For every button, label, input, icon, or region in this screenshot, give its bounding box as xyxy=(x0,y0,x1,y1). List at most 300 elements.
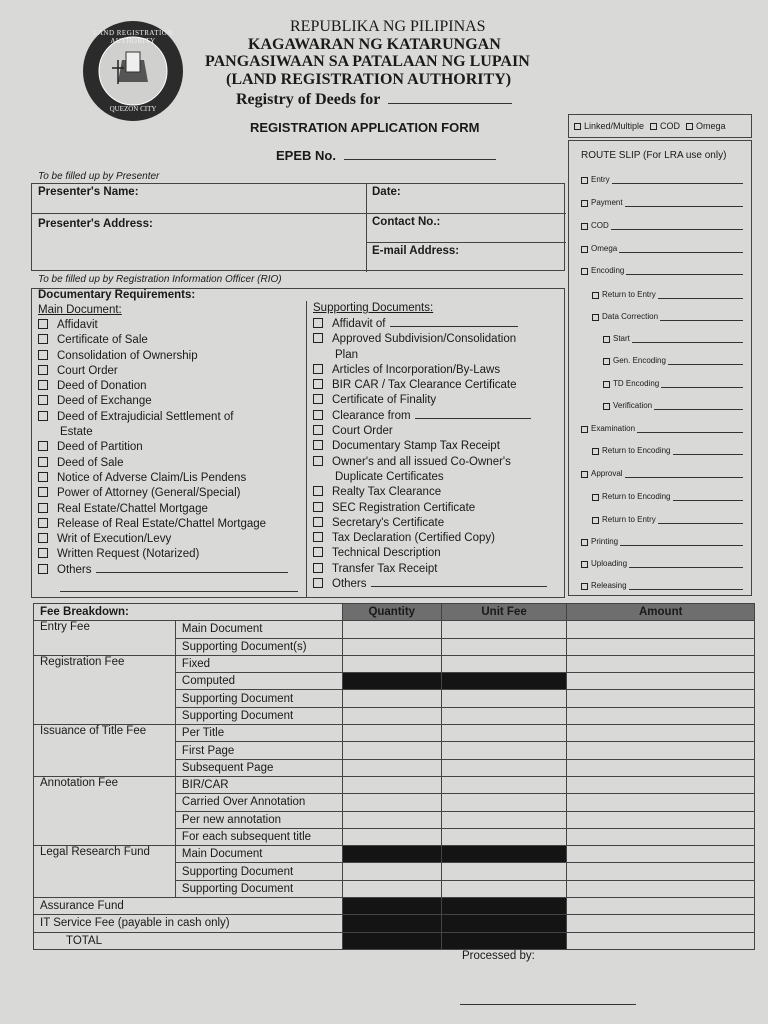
checkbox-icon xyxy=(38,548,48,558)
req-label: Power of Attorney (General/Special) xyxy=(57,487,241,500)
presenter-box xyxy=(31,183,565,271)
route-line xyxy=(629,582,743,590)
sup-technical-description[interactable] xyxy=(313,546,547,561)
amount-cell[interactable] xyxy=(567,794,755,811)
route-label: Gen. Encoding xyxy=(613,356,666,365)
seal-text-bottom: QUEZON CITY xyxy=(109,105,157,113)
blocked-cell xyxy=(342,846,441,863)
route-line xyxy=(612,176,743,184)
checkbox-icon xyxy=(603,336,610,343)
req-label: Deed of Donation xyxy=(57,380,147,393)
supporting-documents-title: Supporting Documents: xyxy=(313,302,434,314)
sup-realty-tax[interactable] xyxy=(313,485,547,500)
checkbox-icon xyxy=(603,381,610,388)
sup-others-field[interactable] xyxy=(371,586,547,587)
route-label: Return to Entry xyxy=(602,290,656,299)
sup-owners-duplicate-cont: Duplicate Certificates xyxy=(335,470,444,483)
checkbox-icon xyxy=(38,334,48,344)
req-label: Technical Description xyxy=(332,547,441,560)
checkbox-icon xyxy=(581,471,588,478)
req-label: Court Order xyxy=(332,425,393,438)
checkbox-icon xyxy=(38,518,48,528)
route-label: Start xyxy=(613,334,630,343)
checkbox-icon xyxy=(686,123,693,130)
amount-cell[interactable] xyxy=(567,915,755,932)
checkbox-icon xyxy=(313,318,323,328)
checkbox-icon xyxy=(313,410,323,420)
amount-cell[interactable] xyxy=(567,742,755,759)
route-label: Return to Encoding xyxy=(602,492,671,501)
req-label: Others xyxy=(332,578,367,591)
route-slip-title: ROUTE SLIP (For LRA use only) xyxy=(581,150,727,161)
processed-by-signature-line[interactable] xyxy=(460,1004,636,1005)
quantity-cell[interactable] xyxy=(342,725,441,742)
route-label: Data Correction xyxy=(602,312,659,321)
main-document-list xyxy=(38,318,298,592)
checkbox-icon xyxy=(38,350,48,360)
option-cod[interactable] xyxy=(650,121,680,131)
unit-fee-cell[interactable] xyxy=(441,794,567,811)
unit-fee-cell[interactable] xyxy=(441,776,567,793)
req-written-request[interactable] xyxy=(38,547,298,562)
route-return-to-encoding[interactable] xyxy=(592,446,743,455)
sup-owners-duplicate[interactable] xyxy=(313,455,547,470)
quantity-cell[interactable] xyxy=(342,880,441,897)
checkbox-icon xyxy=(603,358,610,365)
req-label: Transfer Tax Receipt xyxy=(332,562,438,575)
route-label: Verification xyxy=(613,401,653,410)
sup-dst-receipt[interactable] xyxy=(313,439,547,454)
route-label: Omega xyxy=(591,244,618,253)
req-label: Realty Tax Clearance xyxy=(332,486,442,499)
quantity-cell[interactable] xyxy=(342,759,441,776)
req-affidavit[interactable] xyxy=(38,318,298,333)
checkbox-icon xyxy=(38,457,48,467)
sup-articles[interactable] xyxy=(313,363,547,378)
req-label: Tax Declaration (Certified Copy) xyxy=(332,532,495,545)
others-field[interactable] xyxy=(96,572,288,573)
req-label: Others xyxy=(57,563,92,576)
route-encoding[interactable] xyxy=(581,266,743,275)
fee-item: Per new annotation xyxy=(175,811,342,828)
quantity-cell[interactable] xyxy=(342,707,441,724)
route-entry[interactable] xyxy=(581,175,743,184)
req-deed-of-exchange[interactable] xyxy=(38,394,298,409)
checkbox-icon xyxy=(313,547,323,557)
sup-affidavit-of[interactable] xyxy=(313,317,547,332)
header-line-1: REPUBLIKA NG PILIPINAS xyxy=(290,18,486,35)
checkbox-icon xyxy=(592,494,599,501)
rio-note: To be filled up by Registration Information Officer (RIO) xyxy=(38,274,282,285)
route-verification[interactable] xyxy=(603,401,743,410)
quantity-cell[interactable] xyxy=(342,811,441,828)
epeb-field[interactable] xyxy=(344,159,496,160)
checkbox-icon xyxy=(313,486,323,496)
checkbox-icon xyxy=(581,177,588,184)
supporting-documents-list xyxy=(313,317,547,592)
it-service-fee-label: IT Service Fee (payable in cash only) xyxy=(34,915,343,932)
blocked-cell xyxy=(342,898,441,915)
annotation-fee-label: Annotation Fee xyxy=(34,776,176,845)
checkbox-icon xyxy=(313,517,323,527)
checkbox-icon xyxy=(581,583,588,590)
route-gen-encoding[interactable] xyxy=(603,356,743,365)
req-label: Affidavit of xyxy=(332,318,386,330)
assurance-fund-label: Assurance Fund xyxy=(34,898,343,915)
amount-cell[interactable] xyxy=(567,690,755,707)
unit-fee-cell[interactable] xyxy=(441,655,567,672)
blocked-cell xyxy=(441,898,567,915)
checkbox-icon xyxy=(581,561,588,568)
amount-cell[interactable] xyxy=(567,898,755,915)
checkbox-icon xyxy=(581,223,588,230)
checkbox-icon xyxy=(313,440,323,450)
unit-fee-cell[interactable] xyxy=(441,759,567,776)
fee-item: Computed xyxy=(175,673,342,690)
route-return-to-encoding-2[interactable] xyxy=(592,492,743,501)
presenter-divider-h1 xyxy=(32,213,566,214)
checkbox-icon xyxy=(38,564,48,574)
checkbox-icon xyxy=(38,365,48,375)
sup-clearance[interactable] xyxy=(313,409,547,424)
table-row xyxy=(34,621,755,638)
route-line xyxy=(660,313,743,321)
title-fee-label: Issuance of Title Fee xyxy=(34,725,176,777)
checkbox-icon xyxy=(38,533,48,543)
checkbox-icon xyxy=(38,380,48,390)
unit-fee-cell[interactable] xyxy=(441,725,567,742)
checkbox-icon xyxy=(38,472,48,482)
route-label: Return to Entry xyxy=(602,515,656,524)
req-label: Owner's and all issued Co-Owner's xyxy=(332,455,511,468)
req-adverse-claim[interactable] xyxy=(38,471,298,486)
route-return-to-entry[interactable] xyxy=(592,290,743,299)
total-label: TOTAL xyxy=(34,932,343,949)
fee-item: Supporting Document xyxy=(175,707,342,724)
registry-of-deeds-label xyxy=(236,91,512,109)
req-label: Release of Real Estate/Chattel Mortgage xyxy=(57,517,267,530)
route-label: Examination xyxy=(591,424,636,433)
unit-fee-header: Unit Fee xyxy=(441,604,567,621)
sup-bir-car[interactable] xyxy=(313,378,547,393)
route-omega[interactable] xyxy=(581,244,743,253)
route-approval[interactable] xyxy=(581,469,743,478)
route-line xyxy=(619,245,743,253)
quantity-cell[interactable] xyxy=(342,828,441,845)
req-others[interactable] xyxy=(38,563,298,578)
linkage-options xyxy=(568,114,752,138)
others-field-line[interactable] xyxy=(60,578,298,592)
sup-sec-registration[interactable] xyxy=(313,501,547,516)
route-label: Return to Encoding xyxy=(602,446,671,455)
checkbox-icon xyxy=(38,503,48,513)
fee-item: For each subsequent title xyxy=(175,828,342,845)
unit-fee-cell[interactable] xyxy=(441,690,567,707)
req-label: Affidavit xyxy=(57,319,98,331)
checkbox-icon xyxy=(592,448,599,455)
route-data-correction[interactable] xyxy=(592,312,743,321)
form-title: REGISTRATION APPLICATION FORM xyxy=(250,120,480,135)
amount-cell[interactable] xyxy=(567,811,755,828)
sup-others[interactable] xyxy=(313,577,547,592)
blocked-cell xyxy=(441,915,567,932)
amount-cell[interactable] xyxy=(567,828,755,845)
registration-fee-label: Registration Fee xyxy=(34,655,176,724)
route-line xyxy=(625,470,743,478)
req-label: Deed of Exchange xyxy=(57,395,152,408)
route-payment[interactable] xyxy=(581,198,743,207)
fee-item: Carried Over Annotation xyxy=(175,794,342,811)
checkbox-icon xyxy=(313,502,323,512)
route-start[interactable] xyxy=(603,334,743,343)
table-row xyxy=(34,846,755,863)
route-label: Encoding xyxy=(591,266,625,275)
route-line xyxy=(668,357,743,365)
route-line xyxy=(625,199,743,207)
route-line xyxy=(620,538,743,546)
sup-court-order[interactable] xyxy=(313,424,547,439)
unit-fee-cell[interactable] xyxy=(441,863,567,880)
amount-cell[interactable] xyxy=(567,655,755,672)
fee-item: Supporting Document xyxy=(175,690,342,707)
amount-cell[interactable] xyxy=(567,638,755,655)
req-label: Real Estate/Chattel Mortgage xyxy=(57,502,208,515)
req-deed-of-sale[interactable] xyxy=(38,456,298,471)
route-label: Payment xyxy=(591,198,623,207)
req-extrajudicial-cont: Estate xyxy=(60,426,93,439)
header-line-4: (LAND REGISTRATION AUTHORITY) xyxy=(226,71,512,88)
fee-item: Main Document xyxy=(175,846,342,863)
req-label: Deed of Sale xyxy=(57,456,124,469)
route-line xyxy=(632,335,743,343)
quantity-cell[interactable] xyxy=(342,638,441,655)
route-line xyxy=(658,516,743,524)
checkbox-icon xyxy=(603,403,610,410)
blocked-cell xyxy=(342,673,441,690)
req-deed-of-partition[interactable] xyxy=(38,440,298,455)
checkbox-icon xyxy=(581,539,588,546)
req-writ[interactable] xyxy=(38,532,298,547)
unit-fee-cell[interactable] xyxy=(441,638,567,655)
checkbox-icon xyxy=(581,246,588,253)
route-line xyxy=(626,267,743,275)
option-label: COD xyxy=(660,121,681,131)
req-deed-of-donation[interactable] xyxy=(38,379,298,394)
entry-fee-label: Entry Fee xyxy=(34,621,176,656)
route-line xyxy=(611,222,743,230)
header-line-2: KAGAWARAN NG KATARUNGAN xyxy=(248,36,501,53)
amount-cell[interactable] xyxy=(567,673,755,690)
requirements-divider xyxy=(306,301,307,597)
fee-item: BIR/CAR xyxy=(175,776,342,793)
checkbox-icon xyxy=(581,200,588,207)
checkbox-icon xyxy=(313,394,323,404)
req-label: SEC Registration Certificate xyxy=(332,501,476,514)
route-printing[interactable] xyxy=(581,537,743,546)
quantity-cell[interactable] xyxy=(342,863,441,880)
req-power-of-attorney[interactable] xyxy=(38,486,298,501)
fee-breakdown-table xyxy=(33,603,755,950)
req-label: Consolidation of Ownership xyxy=(57,349,198,362)
presenter-divider-h2 xyxy=(366,242,566,243)
amount-header: Amount xyxy=(567,604,755,621)
checkbox-icon xyxy=(38,441,48,451)
route-cod[interactable] xyxy=(581,221,743,230)
registry-field[interactable] xyxy=(388,103,512,104)
unit-fee-cell[interactable] xyxy=(441,742,567,759)
epeb-label: EPEB No. xyxy=(276,148,336,163)
lra-seal xyxy=(82,20,184,122)
checkbox-icon xyxy=(581,268,588,275)
amount-cell[interactable] xyxy=(567,863,755,880)
main-document-title: Main Document: xyxy=(38,304,122,316)
route-line xyxy=(654,402,743,410)
route-line xyxy=(673,447,744,455)
fee-item: Supporting Document xyxy=(175,863,342,880)
checkbox-icon xyxy=(313,364,323,374)
sup-transfer-tax[interactable] xyxy=(313,562,547,577)
presenter-note: To be filled up by Presenter xyxy=(38,171,160,182)
contact-field[interactable]: Contact No.: xyxy=(372,216,441,228)
blocked-cell xyxy=(342,915,441,932)
header-line-3: PANGASIWAAN SA PATALAAN NG LUPAIN xyxy=(205,53,530,70)
route-label: Approval xyxy=(591,469,623,478)
quantity-cell[interactable] xyxy=(342,655,441,672)
table-row xyxy=(34,915,755,932)
req-label: Articles of Incorporation/By-Laws xyxy=(332,363,501,376)
unit-fee-cell[interactable] xyxy=(441,707,567,724)
fee-item: Fixed xyxy=(175,655,342,672)
checkbox-icon xyxy=(650,123,657,130)
table-row xyxy=(34,898,755,915)
req-label: Documentary Stamp Tax Receipt xyxy=(332,440,500,453)
sup-finality[interactable] xyxy=(313,393,547,408)
checkbox-icon xyxy=(38,395,48,405)
quantity-cell[interactable] xyxy=(342,742,441,759)
fee-item: First Page xyxy=(175,742,342,759)
sup-secretary-cert[interactable] xyxy=(313,516,547,531)
email-field[interactable]: E-mail Address: xyxy=(372,245,460,257)
option-label: Omega xyxy=(696,121,726,131)
checkbox-icon xyxy=(313,333,323,343)
blocked-cell xyxy=(441,673,567,690)
route-line xyxy=(658,291,743,299)
sup-subdivision-cont: Plan xyxy=(335,348,359,361)
route-label: Printing xyxy=(591,537,619,546)
req-label: Deed of Partition xyxy=(57,441,143,454)
table-row xyxy=(34,725,755,742)
req-label: Secretary's Certificate xyxy=(332,516,445,529)
amount-cell[interactable] xyxy=(567,725,755,742)
epeb-number xyxy=(276,148,496,163)
legal-research-fund-label: Legal Research Fund xyxy=(34,846,176,898)
unit-fee-cell[interactable] xyxy=(441,621,567,638)
affidavit-of-field[interactable] xyxy=(390,326,518,327)
route-examination[interactable] xyxy=(581,424,743,433)
checkbox-icon xyxy=(592,292,599,299)
clearance-field[interactable] xyxy=(415,418,531,419)
checkbox-icon xyxy=(38,411,48,421)
checkbox-icon xyxy=(581,426,588,433)
checkbox-icon xyxy=(313,563,323,573)
route-label: COD xyxy=(591,221,609,230)
req-mortgage[interactable] xyxy=(38,502,298,517)
route-slip xyxy=(568,140,752,596)
quantity-cell[interactable] xyxy=(342,794,441,811)
req-label: Notice of Adverse Claim/Lis Pendens xyxy=(57,471,247,484)
sup-subdivision[interactable] xyxy=(313,332,547,347)
presenter-divider-v xyxy=(366,184,367,272)
fee-item: Supporting Document(s) xyxy=(175,638,342,655)
amount-cell[interactable] xyxy=(567,621,755,638)
route-line xyxy=(661,380,743,388)
checkbox-icon xyxy=(313,456,323,466)
unit-fee-cell[interactable] xyxy=(441,828,567,845)
req-label: Clearance from xyxy=(332,409,411,422)
requirements-title: Documentary Requirements: xyxy=(38,289,196,301)
blocked-cell xyxy=(441,932,567,949)
checkbox-icon xyxy=(313,425,323,435)
option-omega[interactable] xyxy=(686,121,726,131)
req-court-order[interactable] xyxy=(38,364,298,379)
req-label: Approved Subdivision/Consolidation xyxy=(332,333,517,346)
route-return-to-entry-2[interactable] xyxy=(592,515,743,524)
fee-item: Main Document xyxy=(175,621,342,638)
checkbox-icon xyxy=(38,487,48,497)
checkbox-icon xyxy=(313,379,323,389)
amount-cell[interactable] xyxy=(567,776,755,793)
amount-cell[interactable] xyxy=(567,759,755,776)
quantity-header: Quantity xyxy=(342,604,441,621)
fee-item: Subsequent Page xyxy=(175,759,342,776)
quantity-cell[interactable] xyxy=(342,621,441,638)
quantity-cell[interactable] xyxy=(342,690,441,707)
presenter-name-field[interactable]: Presenter's Name: xyxy=(38,186,139,198)
presenter-address-field[interactable]: Presenter's Address: xyxy=(38,218,153,230)
amount-cell[interactable] xyxy=(567,707,755,724)
amount-cell[interactable] xyxy=(567,846,755,863)
route-label: Entry xyxy=(591,175,610,184)
option-linked[interactable] xyxy=(574,121,644,131)
table-row xyxy=(34,776,755,793)
amount-cell[interactable] xyxy=(567,880,755,897)
total-amount-cell[interactable] xyxy=(567,932,755,949)
req-label: Court Order xyxy=(57,364,118,377)
option-label: Linked/Multiple xyxy=(584,121,645,131)
sup-tax-declaration[interactable] xyxy=(313,531,547,546)
unit-fee-cell[interactable] xyxy=(441,880,567,897)
route-label: Releasing xyxy=(591,581,627,590)
checkbox-icon xyxy=(592,517,599,524)
route-line xyxy=(637,425,743,433)
req-extrajudicial[interactable] xyxy=(38,410,298,425)
checkbox-icon xyxy=(313,578,323,588)
req-consolidation[interactable] xyxy=(38,349,298,364)
quantity-cell[interactable] xyxy=(342,776,441,793)
unit-fee-cell[interactable] xyxy=(441,811,567,828)
req-certificate-of-sale[interactable] xyxy=(38,333,298,348)
date-field[interactable]: Date: xyxy=(372,186,401,198)
fee-item: Per Title xyxy=(175,725,342,742)
route-uploading[interactable] xyxy=(581,559,743,568)
req-release-mortgage[interactable] xyxy=(38,517,298,532)
seal-text-top: LAND REGISTRATION AUTHORITY xyxy=(93,29,173,45)
route-releasing[interactable] xyxy=(581,581,743,590)
req-label: Deed of Extrajudicial Settlement of xyxy=(57,410,234,423)
total-row xyxy=(34,932,755,949)
blocked-cell xyxy=(342,932,441,949)
route-td-encoding[interactable] xyxy=(603,379,743,388)
